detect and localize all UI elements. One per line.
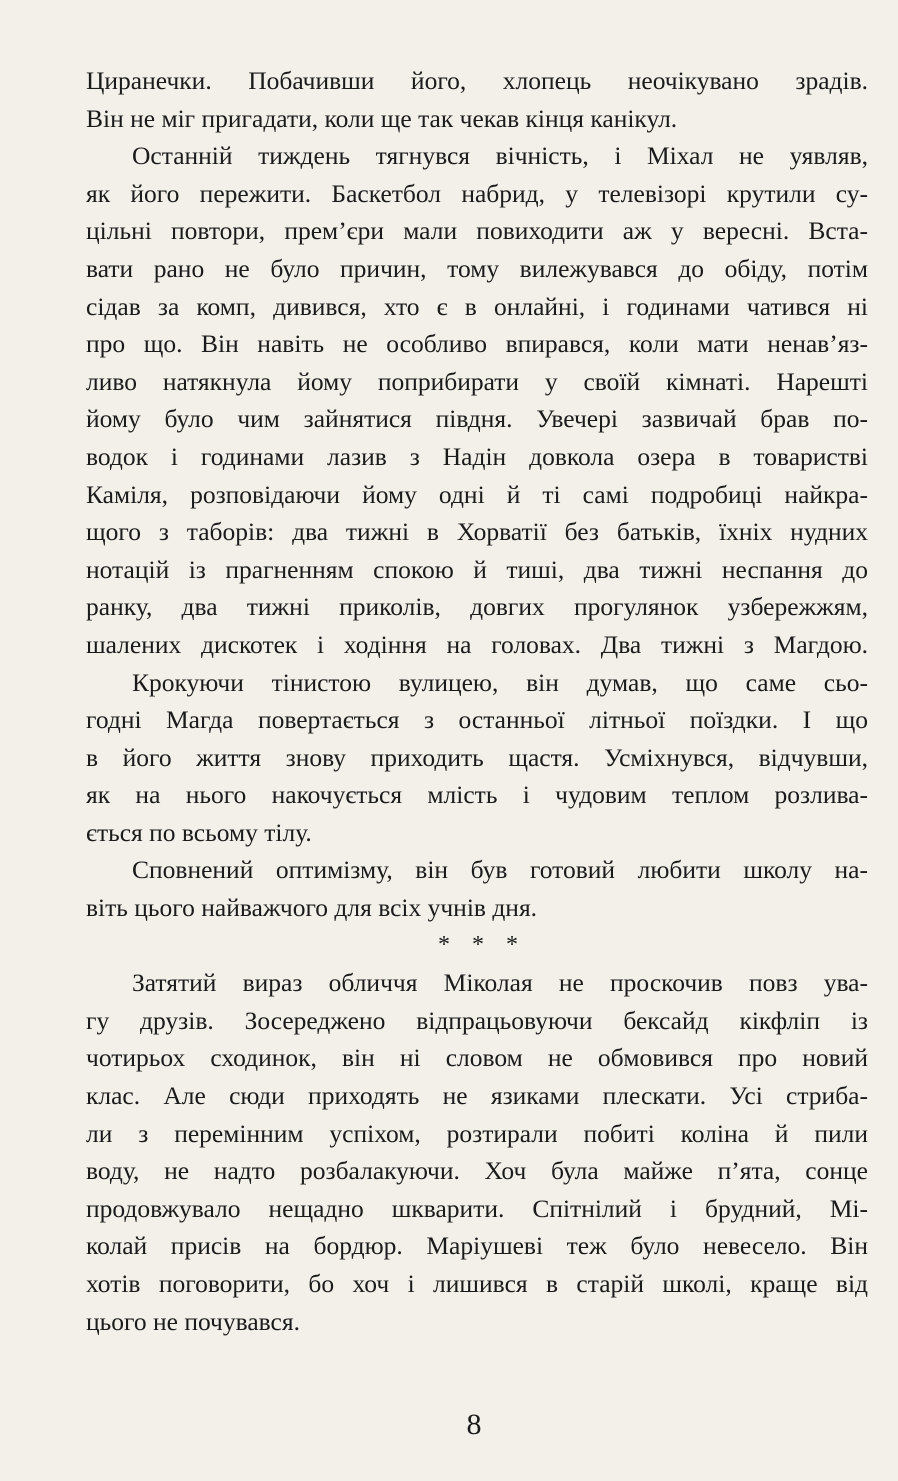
text-line: Циранечки. Побачивши його, хлопець неочікувано зрадів. bbox=[86, 66, 868, 95]
text-block-2 bbox=[86, 964, 868, 1340]
text-line: водок і годинами лазив з Надін довкола озера в товаристві bbox=[86, 441, 868, 471]
text-line: цього не почувався. bbox=[86, 1306, 300, 1336]
text-line: колай присів на бордюр. Маріушеві теж було невесело. Він bbox=[86, 1231, 868, 1261]
text-line: гу друзів. Зосереджено відпрацьовуючи бексайд кікфліп із bbox=[86, 1005, 868, 1035]
text-line: клас. Але сюди приходять не язиками плескати. Усі стриба- bbox=[86, 1081, 868, 1111]
text-line: сідав за комп, дивився, хто є в онлайні, і годинами чатився ні bbox=[86, 291, 868, 321]
text-line: нотацій із прагненням спокою й тиші, два тижні неспання до bbox=[86, 554, 868, 584]
text-line: ється по всьому тілу. bbox=[86, 817, 312, 847]
text-line: в його життя знову приходить щастя. Усміхнувся, відчувши, bbox=[86, 742, 868, 772]
text-block-1 bbox=[86, 62, 868, 927]
text-line: йому було чим зайнятися півдня. Увечері зазвичай брав по- bbox=[86, 404, 868, 434]
page-number: 8 bbox=[466, 1408, 482, 1441]
text-line: щого з таборів: два тижні в Хорватії без батьків, їхніх нудних bbox=[86, 517, 868, 547]
text-line: чотирьох сходинок, він ні словом не обмовився про новий bbox=[86, 1043, 868, 1073]
text-line: шалених дискотек і ходіння на головах. Два тижні з Магдою. bbox=[86, 629, 868, 659]
text-line: продовжувало нещадно шкварити. Спітнілий і брудний, Мі- bbox=[86, 1193, 868, 1223]
text-line: Крокуючи тінистою вулицею, він думав, що саме сьо- bbox=[132, 667, 868, 697]
text-line: Каміля, розповідаючи йому одні й ті самі подробиці найкра- bbox=[86, 479, 868, 509]
text-line: як його пережити. Баскетбол набрид, у телевізорі крутили су- bbox=[86, 178, 868, 208]
text-line: як на нього накочується млість і чудовим теплом розлива- bbox=[86, 780, 868, 810]
text-line: хотів поговорити, бо хоч і лишився в старій школі, краще від bbox=[86, 1269, 868, 1298]
text-line: про що. Він навіть не особливо впирався, коли мати ненав’яз- bbox=[86, 329, 868, 359]
text-line: Останній тиждень тягнувся вічність, і Міхал не уявляв, bbox=[132, 141, 868, 171]
text-line: годні Магда повертається з останньої літньої поїздки. І що bbox=[86, 705, 868, 735]
text-line: віть цього найважчого для всіх учнів дня. bbox=[86, 893, 538, 923]
text-line: воду, не надто розбалакуючи. Хоч була майже п’ята, сонце bbox=[86, 1156, 868, 1186]
text-line: Він не міг пригадати, коли ще так чекав кінця канікул. bbox=[86, 103, 678, 133]
text-line: ливо натякнула йому поприбирати у своїй кімнаті. Нарешті bbox=[86, 366, 868, 396]
text-line: Затятий вираз обличчя Міколая не проскочив повз ува- bbox=[132, 968, 868, 998]
text-line: ранку, два тижні приколів, довгих прогулянок узбережжям, bbox=[86, 592, 868, 622]
text-line: ли з перемінним успіхом, розтирали побиті коліна й пили bbox=[86, 1118, 868, 1148]
text-line: вати рано не було причин, тому вилежувався до обіду, потім bbox=[86, 253, 868, 283]
section-separator: * * * bbox=[438, 931, 526, 958]
text-line: Сповнений оптимізму, він був готовий любити школу на- bbox=[132, 855, 868, 885]
text-line: цільні повтори, прем’єри мали повиходити аж у вересні. Вста- bbox=[86, 216, 868, 246]
